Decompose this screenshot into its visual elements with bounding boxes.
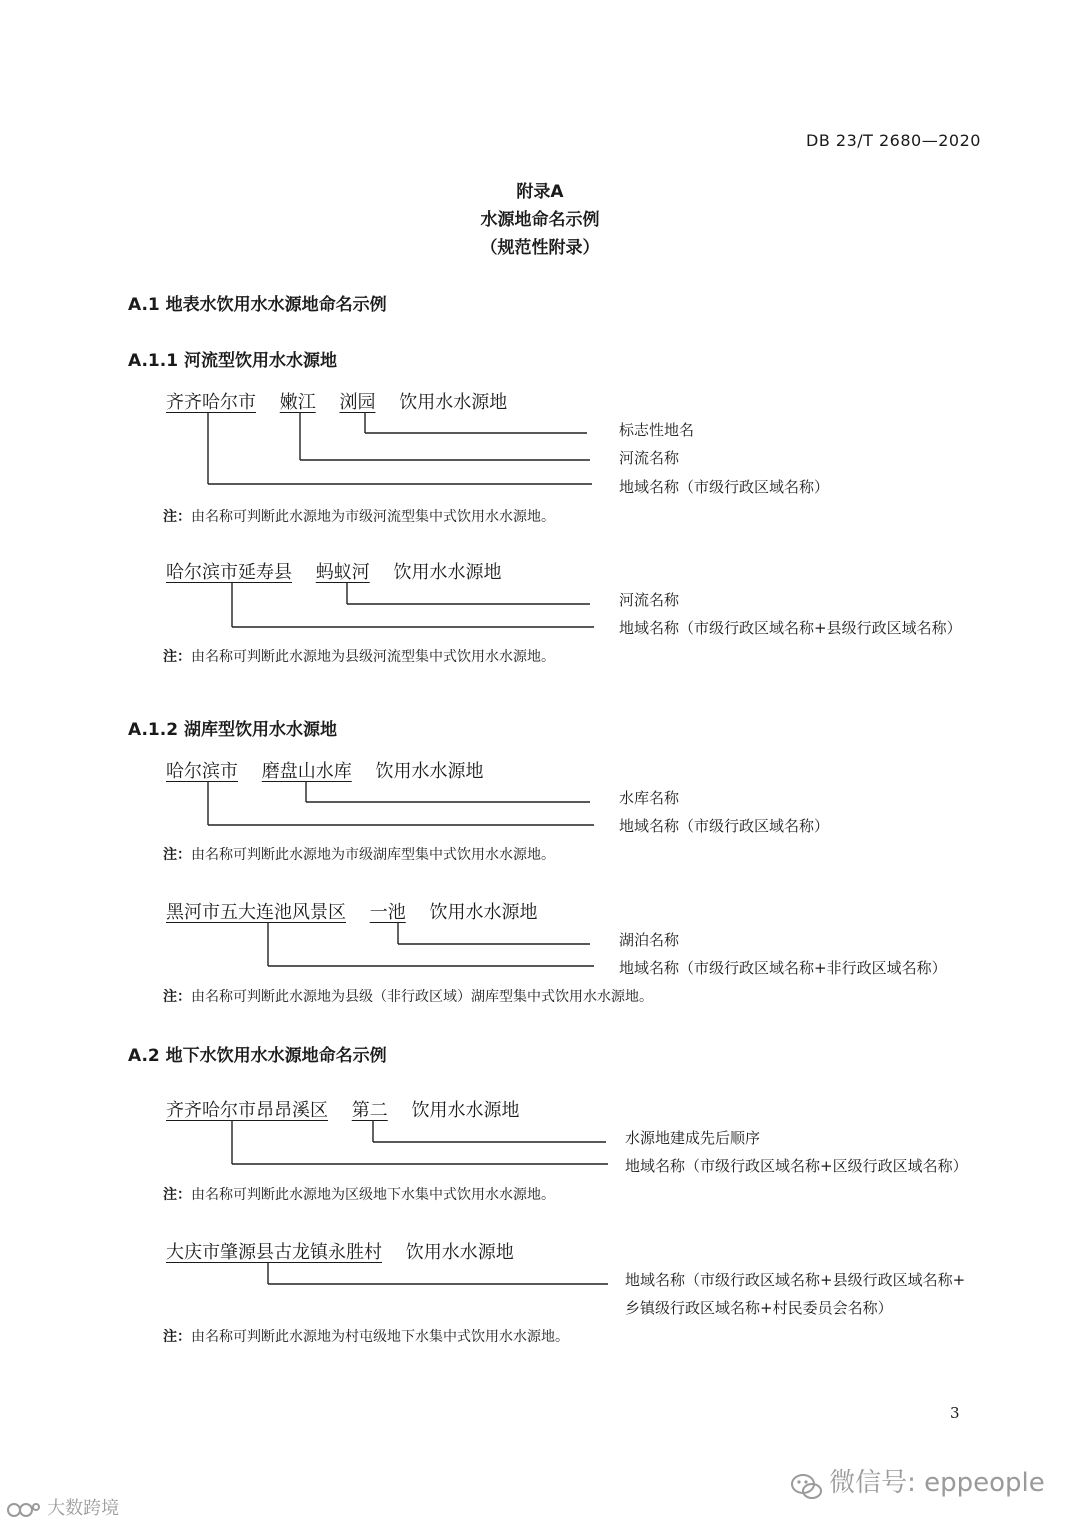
example-5-label-2: 地域名称（市级行政区域名称+区级行政区域名称） [625, 1157, 968, 1175]
example-3-note: 注：由名称可判断此水源地为市级湖库型集中式饮用水水源地。 [163, 847, 555, 863]
example-6-label-1: 地域名称（市级行政区域名称+县级行政区域名称+ [625, 1271, 966, 1289]
example-1-part-2: 嫩江 [279, 392, 316, 413]
example-6-label-2: 乡镇级行政区域名称+村民委员会名称） [625, 1299, 893, 1317]
example-5-suffix: 饮用水水源地 [411, 1100, 520, 1121]
brand-watermark-text: 大数跨境 [47, 1498, 120, 1519]
example-6-suffix: 饮用水水源地 [405, 1242, 514, 1263]
example-5-label-1: 水源地建成先后顺序 [625, 1129, 761, 1147]
example-2-part-1: 哈尔滨市延寿县 [166, 562, 292, 583]
example-4-part-1: 黑河市五大连池风景区 [166, 902, 346, 923]
appendix-title: 水源地命名示例 [480, 210, 600, 230]
example-1-part-3: 浏园 [339, 392, 376, 413]
example-3-part-2: 磨盘山水库 [261, 761, 352, 782]
example-1-part-1: 齐齐哈尔市 [166, 392, 256, 413]
example-4-label-2: 地域名称（市级行政区域名称+非行政区域名称） [619, 959, 947, 977]
example-1-label-1: 标志性地名 [619, 421, 695, 439]
brand-logo-icon [6, 1499, 42, 1521]
example-3-part-1: 哈尔滨市 [166, 761, 238, 782]
appendix-type: （规范性附录） [480, 238, 600, 258]
appendix-label: 附录A [516, 182, 564, 202]
section-a2-heading: A.2 地下水饮用水水源地命名示例 [128, 1046, 387, 1066]
page-number: 3 [950, 1404, 960, 1422]
section-a12-heading: A.1.2 湖库型饮用水水源地 [128, 720, 337, 740]
example-2-label-2: 地域名称（市级行政区域名称+县级行政区域名称） [619, 619, 962, 637]
example-1-suffix: 饮用水水源地 [399, 392, 508, 413]
example-3-label-1: 水库名称 [619, 789, 680, 807]
example-4-note: 注：由名称可判断此水源地为县级（非行政区域）湖库型集中式饮用水水源地。 [163, 989, 653, 1005]
example-5-part-1: 齐齐哈尔市昂昂溪区 [166, 1100, 328, 1121]
example-4-suffix: 饮用水水源地 [429, 902, 538, 923]
example-6-part-1: 大庆市肇源县古龙镇永胜村 [166, 1242, 382, 1263]
example-2-suffix: 饮用水水源地 [393, 562, 502, 583]
example-1-label-2: 河流名称 [619, 449, 680, 467]
example-6-note: 注：由名称可判断此水源地为村屯级地下水集中式饮用水水源地。 [163, 1329, 569, 1345]
example-5-part-2: 第二 [351, 1100, 388, 1121]
document-number: DB 23/T 2680—2020 [806, 131, 981, 150]
example-2-part-2: 蚂蚁河 [315, 562, 370, 583]
example-2-note: 注：由名称可判断此水源地为县级河流型集中式饮用水水源地。 [163, 649, 555, 665]
example-2-label-1: 河流名称 [619, 591, 680, 609]
wechat-id-text: 微信号: eppeople [829, 1468, 1045, 1498]
wechat-icon [790, 1472, 824, 1502]
example-4-label-1: 湖泊名称 [619, 931, 680, 949]
example-3-label-2: 地域名称（市级行政区域名称） [619, 817, 830, 835]
section-a1-heading: A.1 地表水饮用水水源地命名示例 [128, 295, 387, 315]
wechat-watermark [790, 1462, 1045, 1502]
example-4-part-2: 一池 [369, 902, 406, 923]
example-1-note: 注：由名称可判断此水源地为市级河流型集中式饮用水水源地。 [163, 509, 555, 525]
corner-watermark [6, 1494, 119, 1521]
example-3-suffix: 饮用水水源地 [375, 761, 484, 782]
example-1-label-3: 地域名称（市级行政区域名称） [619, 478, 830, 496]
section-a11-heading: A.1.1 河流型饮用水水源地 [128, 351, 337, 371]
example-5-note: 注：由名称可判断此水源地为区级地下水集中式饮用水水源地。 [163, 1187, 555, 1203]
